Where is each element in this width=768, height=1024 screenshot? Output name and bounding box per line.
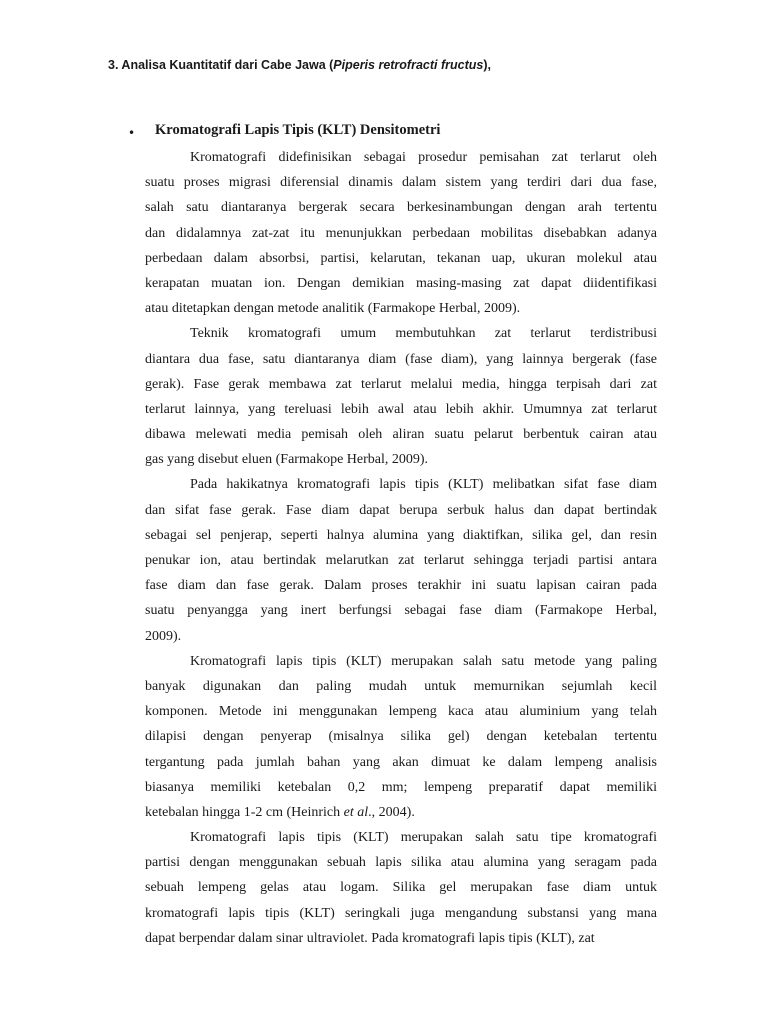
paragraph-line: suatu proses migrasi diferensial dinamis dalam sistem yang terdiri dari dua fase, <box>145 175 657 191</box>
citation-suffix: ., 2004). <box>368 804 415 820</box>
paragraph-line: terlarut lainnya, yang tereluasi lebih awal atau lebih akhir. Umumnya zat terlarut <box>145 401 657 417</box>
paragraph-line: gas yang disebut eluen (Farmakope Herbal, 2009). <box>145 452 429 468</box>
paragraph-line: banyak digunakan dan paling mudah untuk memurnikan sejumlah kecil <box>145 678 657 694</box>
paragraph-line: partisi dengan menggunakan sebuah lapis silika atau alumina yang seragam pada <box>145 855 657 871</box>
subsection-heading: Kromatografi Lapis Tipis (KLT) Densitometri <box>155 122 441 138</box>
paragraph-line: 2009). <box>145 628 182 644</box>
paragraph-line: salah satu diantaranya bergerak secara berkesinambungan dengan arah tertentu <box>145 200 657 216</box>
paragraph-line: diantara dua fase, satu diantaranya diam (fase diam), yang lainnya bergerak (fase <box>145 351 657 367</box>
paragraph-line: dilapisi dengan penyerap (misalnya silika gel) dengan ketebalan tertentu <box>145 729 657 745</box>
paragraph-line <box>145 800 657 825</box>
paragraph-line: Kromatografi didefinisikan sebagai prosedur pemisahan zat terlarut oleh <box>190 150 657 165</box>
paragraph-line: fase diam dan fase gerak. Dalam proses terakhir ini suatu lapisan cairan pada <box>145 578 657 594</box>
section-heading-text: 3. Analisa Kuantitatif dari Cabe Jawa ( <box>108 58 334 72</box>
paragraph-line: tergantung pada jumlah bahan yang akan dimuat ke dalam lempeng analisis <box>145 754 657 770</box>
section-heading-closing: ), <box>483 58 491 72</box>
section-heading <box>108 58 491 72</box>
paragraph-line: dan didalamnya zat-zat itu menunjukkan perbedaan mobilitas disebabkan adanya <box>145 225 657 241</box>
latin-name: Piperis retrofracti fructus <box>333 58 484 72</box>
paragraph-line: gerak). Fase gerak membawa zat terlarut melalui media, hingga terpisah dari zat <box>145 376 657 392</box>
paragraph-line: sebagai sel penjerap, seperti halnya alumina yang diaktifkan, silika gel, dan resin <box>145 527 657 543</box>
paragraph-line: Kromatografi lapis tipis (KLT) merupakan salah satu metode yang paling <box>190 653 657 669</box>
citation-italic: et al <box>343 804 369 820</box>
bullet-icon: • <box>128 126 136 140</box>
paragraph-line: atau ditetapkan dengan metode analitik (Farmakope Herbal, 2009). <box>145 301 521 317</box>
paragraph-line: dan sifat fase gerak. Fase diam dapat berupa serbuk halus dan dapat bertindak <box>145 502 657 518</box>
paragraph-line: Kromatografi lapis tipis (KLT) merupakan salah satu tipe kromatografi <box>190 830 657 846</box>
body-text <box>145 145 657 951</box>
paragraph-line: biasanya memiliki ketebalan 0,2 mm; lempeng preparatif dapat memiliki <box>145 779 657 795</box>
paragraph-line: dibawa melewati media pemisah oleh aliran suatu pelarut berbentuk cairan atau <box>145 427 657 443</box>
paragraph-line: komponen. Metode ini menggunakan lempeng kaca atau aluminium yang telah <box>145 704 657 720</box>
paragraph-line: penukar ion, atau bertindak melarutkan zat terlarut sehingga terjadi partisi antara <box>145 553 657 568</box>
paragraph-line: Teknik kromatografi umum membutuhkan zat terlarut terdistribusi <box>190 326 657 342</box>
citation-text: ketebalan hingga 1-2 cm (Heinrich <box>145 804 344 820</box>
paragraph-line: dapat berpendar dalam sinar ultraviolet. Pada kromatografi lapis tipis (KLT), zat <box>145 930 595 946</box>
paragraph-line: perbedaan dalam absorbsi, partisi, kelarutan, tekanan uap, ukuran molekul atau <box>145 250 657 266</box>
paragraph-line: suatu penyangga yang inert berfungsi sebagai fase diam (Farmakope Herbal, <box>145 603 657 619</box>
paragraph-line: Pada hakikatnya kromatografi lapis tipis (KLT) melibatkan sifat fase diam <box>190 477 657 493</box>
paragraph-line: sebuah lempeng gelas atau logam. Silika gel merupakan fase diam untuk <box>145 880 657 896</box>
paragraph-line: kromatografi lapis tipis (KLT) seringkali juga mengandung substansi yang mana <box>145 905 657 921</box>
bullet-item <box>128 122 668 142</box>
paragraph-line: kerapatan muatan ion. Dengan demikian masing-masing zat dapat diidentifikasi <box>145 275 657 291</box>
